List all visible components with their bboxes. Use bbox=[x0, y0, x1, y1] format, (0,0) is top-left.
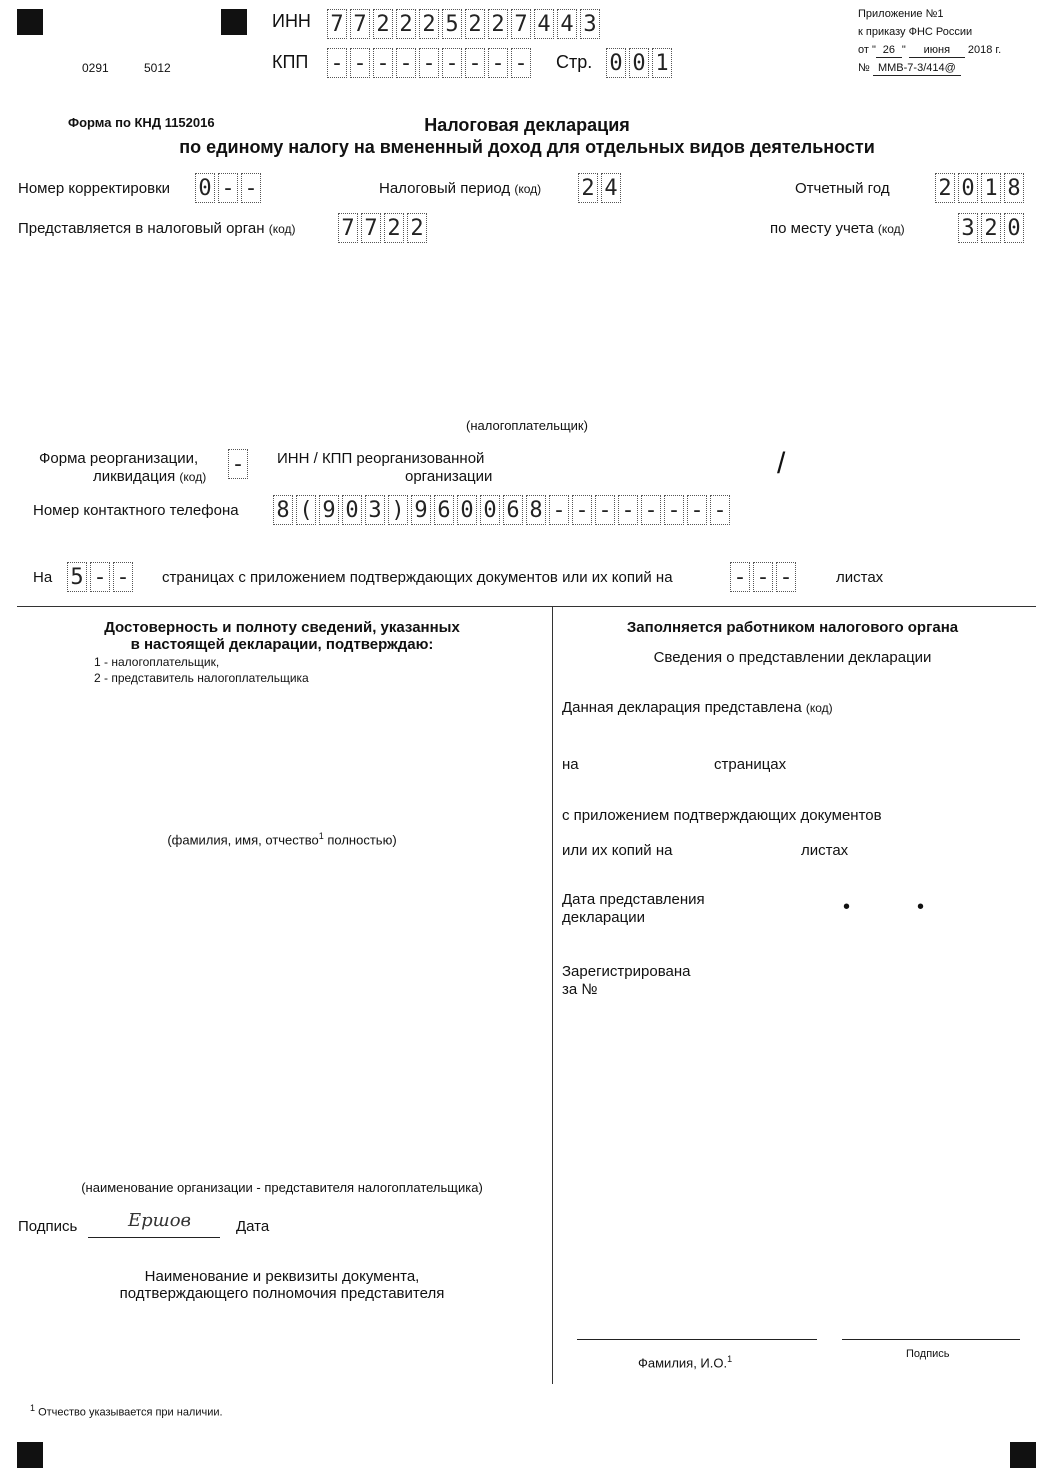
barcode-number-2: 5012 bbox=[144, 61, 171, 75]
char-cell: - bbox=[218, 173, 238, 203]
reorg-form-label-1: Форма реорганизации, bbox=[39, 450, 199, 467]
corner-marker-top-left bbox=[17, 9, 43, 35]
char-cell: 9 bbox=[411, 495, 431, 525]
confirm-option-1: 1 - налогоплательщик, bbox=[94, 655, 220, 669]
reorg-slash: / bbox=[777, 447, 786, 480]
reorg-form-label-2: ликвидация (код) bbox=[93, 468, 207, 485]
confirm-heading-1: Достоверность и полноту сведений, указанных bbox=[104, 619, 460, 636]
char-cell: 8 bbox=[1004, 173, 1024, 203]
pages-sheets-label: листах bbox=[836, 569, 884, 586]
char-cell: - bbox=[595, 495, 615, 525]
char-cell: 1 bbox=[981, 173, 1001, 203]
office-on-label: на bbox=[562, 756, 579, 773]
year-label: Отчетный год bbox=[795, 180, 890, 197]
char-cell: - bbox=[730, 562, 750, 592]
office-sign-line bbox=[842, 1339, 1020, 1340]
char-cell: 3 bbox=[365, 495, 385, 525]
char-cell: - bbox=[776, 562, 796, 592]
phone-cells[interactable] bbox=[273, 495, 733, 525]
char-cell: 5 bbox=[67, 562, 87, 592]
period-cells[interactable] bbox=[578, 173, 624, 203]
inn-label: ИНН bbox=[272, 11, 311, 31]
char-cell: 2 bbox=[384, 213, 404, 243]
reorg-inn-kpp-label-1: ИНН / КПП реорганизованной bbox=[277, 450, 485, 467]
char-cell: - bbox=[228, 449, 248, 479]
char-cell: 2 bbox=[407, 213, 427, 243]
char-cell: - bbox=[618, 495, 638, 525]
char-cell: - bbox=[442, 48, 462, 78]
char-cell: - bbox=[710, 495, 730, 525]
pages-on-label: На bbox=[33, 569, 53, 586]
corner-marker-bottom-right bbox=[1010, 1442, 1036, 1468]
office-date-label-1: Дата представления bbox=[562, 891, 705, 908]
char-cell: 2 bbox=[578, 173, 598, 203]
form-knd: Форма по КНД 1152016 bbox=[68, 115, 215, 130]
appendix-line1: Приложение №1 bbox=[858, 8, 944, 20]
char-cell: 0 bbox=[958, 173, 978, 203]
barcode-number-1: 0291 bbox=[82, 61, 109, 75]
page-label: Стр. bbox=[556, 52, 593, 72]
char-cell: 0 bbox=[629, 48, 649, 78]
char-cell: - bbox=[488, 48, 508, 78]
signature-line bbox=[88, 1237, 220, 1238]
appendix-line2: к приказу ФНС России bbox=[858, 26, 973, 38]
char-cell: - bbox=[113, 562, 133, 592]
reorg-form-cells[interactable] bbox=[228, 449, 251, 479]
kpp-label: КПП bbox=[272, 52, 309, 72]
char-cell: 2 bbox=[396, 9, 416, 39]
barcode bbox=[62, 8, 202, 60]
office-heading: Заполняется работником налогового органа bbox=[626, 619, 959, 636]
year-cells[interactable] bbox=[935, 173, 1027, 203]
char-cell: - bbox=[664, 495, 684, 525]
char-cell: 5 bbox=[442, 9, 462, 39]
char-cell: - bbox=[373, 48, 393, 78]
form-title-2: по единому налогу на вмененный доход для отдельных видов деятельности bbox=[179, 137, 875, 157]
char-cell: 4 bbox=[557, 9, 577, 39]
char-cell: - bbox=[753, 562, 773, 592]
authority-label: Представляется в налоговый орган (код) bbox=[18, 220, 296, 237]
office-subheading: Сведения о представлении декларации bbox=[653, 649, 932, 666]
char-cell: 2 bbox=[935, 173, 955, 203]
signature-label: Подпись bbox=[18, 1218, 78, 1235]
doc-heading-1: Наименование и реквизиты документа, bbox=[144, 1268, 420, 1285]
char-cell: ) bbox=[388, 495, 408, 525]
appendix-date: от " 26 " июня 2018 г. bbox=[858, 44, 1002, 56]
char-cell: 1 bbox=[652, 48, 672, 78]
office-date-dot-2: • bbox=[917, 896, 925, 918]
reorg-inn-kpp-label-2: организации bbox=[405, 468, 493, 485]
office-attach-label: с приложением подтверждающих документов bbox=[562, 807, 882, 824]
office-reg-label-2: за № bbox=[562, 981, 598, 998]
date-label: Дата bbox=[236, 1218, 270, 1235]
office-sheets-label: листах bbox=[801, 842, 849, 859]
char-cell: - bbox=[327, 48, 347, 78]
presented-label: Данная декларация представлена (код) bbox=[562, 699, 833, 716]
fio-caption: (фамилия, имя, отчество$^1$ полностью) bbox=[167, 831, 397, 848]
authority-cells[interactable] bbox=[338, 213, 430, 243]
char-cell: 3 bbox=[958, 213, 978, 243]
char-cell: 6 bbox=[503, 495, 523, 525]
office-pages-label: страницах bbox=[714, 756, 787, 773]
char-cell: 2 bbox=[419, 9, 439, 39]
correction-cells[interactable] bbox=[195, 173, 264, 203]
pages-count-cells[interactable] bbox=[67, 562, 136, 592]
char-cell: 6 bbox=[434, 495, 454, 525]
office-date-label-2: декларации bbox=[562, 909, 645, 926]
char-cell: 0 bbox=[1004, 213, 1024, 243]
char-cell: 2 bbox=[465, 9, 485, 39]
appendix-number: № ММВ-7-3/414@ bbox=[858, 62, 961, 76]
char-cell: - bbox=[687, 495, 707, 525]
char-cell: 0 bbox=[480, 495, 500, 525]
footnote: $^1$ Отчество указывается при наличии. bbox=[30, 1403, 223, 1419]
office-copies-label: или их копий на bbox=[562, 842, 673, 859]
confirm-option-2: 2 - представитель налогоплательщика bbox=[94, 671, 309, 685]
char-cell: 8 bbox=[526, 495, 546, 525]
corner-marker-bottom-left bbox=[17, 1442, 43, 1468]
char-cell: 7 bbox=[327, 9, 347, 39]
char-cell: - bbox=[396, 48, 416, 78]
office-fio-line bbox=[577, 1339, 817, 1340]
place-label: по месту учета (код) bbox=[770, 220, 905, 237]
doc-heading-2: подтверждающего полномочия представителя bbox=[119, 1285, 445, 1302]
pages-sheets-cells[interactable] bbox=[730, 562, 799, 592]
char-cell: 2 bbox=[488, 9, 508, 39]
office-reg-label-1: Зарегистрирована bbox=[562, 963, 691, 980]
column-divider bbox=[552, 606, 553, 1384]
char-cell: 7 bbox=[511, 9, 531, 39]
char-cell: - bbox=[350, 48, 370, 78]
place-cells[interactable] bbox=[958, 213, 1027, 243]
char-cell: - bbox=[549, 495, 569, 525]
taxpayer-caption: (налогоплательщик) bbox=[466, 418, 588, 433]
phone-label: Номер контактного телефона bbox=[33, 502, 239, 519]
char-cell: 0 bbox=[342, 495, 362, 525]
signature-value: Ершов bbox=[128, 1210, 192, 1231]
char-cell: - bbox=[419, 48, 439, 78]
form-title-1: Налоговая декларация bbox=[424, 115, 630, 135]
inn-cells[interactable] bbox=[327, 9, 603, 39]
org-caption: (наименование организации - представителя налогоплательщика) bbox=[81, 1180, 483, 1195]
char-cell: - bbox=[511, 48, 531, 78]
char-cell: ( bbox=[296, 495, 316, 525]
char-cell: 4 bbox=[534, 9, 554, 39]
char-cell: 0 bbox=[195, 173, 215, 203]
corner-marker-top-right bbox=[221, 9, 247, 35]
char-cell: 9 bbox=[319, 495, 339, 525]
char-cell: - bbox=[90, 562, 110, 592]
office-date-dot-1: • bbox=[843, 896, 851, 918]
char-cell: 3 bbox=[580, 9, 600, 39]
office-sign-label: Подпись bbox=[906, 1348, 950, 1360]
char-cell: 0 bbox=[457, 495, 477, 525]
char-cell: 7 bbox=[350, 9, 370, 39]
kpp-cells[interactable] bbox=[327, 48, 534, 78]
char-cell: 2 bbox=[981, 213, 1001, 243]
pages-text: страницах с приложением подтверждающих документов или их копий на bbox=[162, 569, 673, 586]
period-label: Налоговый период (код) bbox=[379, 180, 542, 197]
char-cell: - bbox=[641, 495, 661, 525]
char-cell: 7 bbox=[338, 213, 358, 243]
section-divider bbox=[17, 606, 1036, 607]
office-fio-label: Фамилия, И.О.$^1$ bbox=[638, 1354, 733, 1371]
char-cell: - bbox=[241, 173, 261, 203]
correction-label: Номер корректировки bbox=[18, 180, 171, 197]
char-cell: 8 bbox=[273, 495, 293, 525]
char-cell: 0 bbox=[606, 48, 626, 78]
char-cell: 7 bbox=[361, 213, 381, 243]
char-cell: - bbox=[465, 48, 485, 78]
char-cell: 2 bbox=[373, 9, 393, 39]
char-cell: - bbox=[572, 495, 592, 525]
confirm-heading-2: в настоящей декларации, подтверждаю: bbox=[130, 636, 434, 653]
page-cells[interactable] bbox=[606, 48, 675, 78]
char-cell: 4 bbox=[601, 173, 621, 203]
